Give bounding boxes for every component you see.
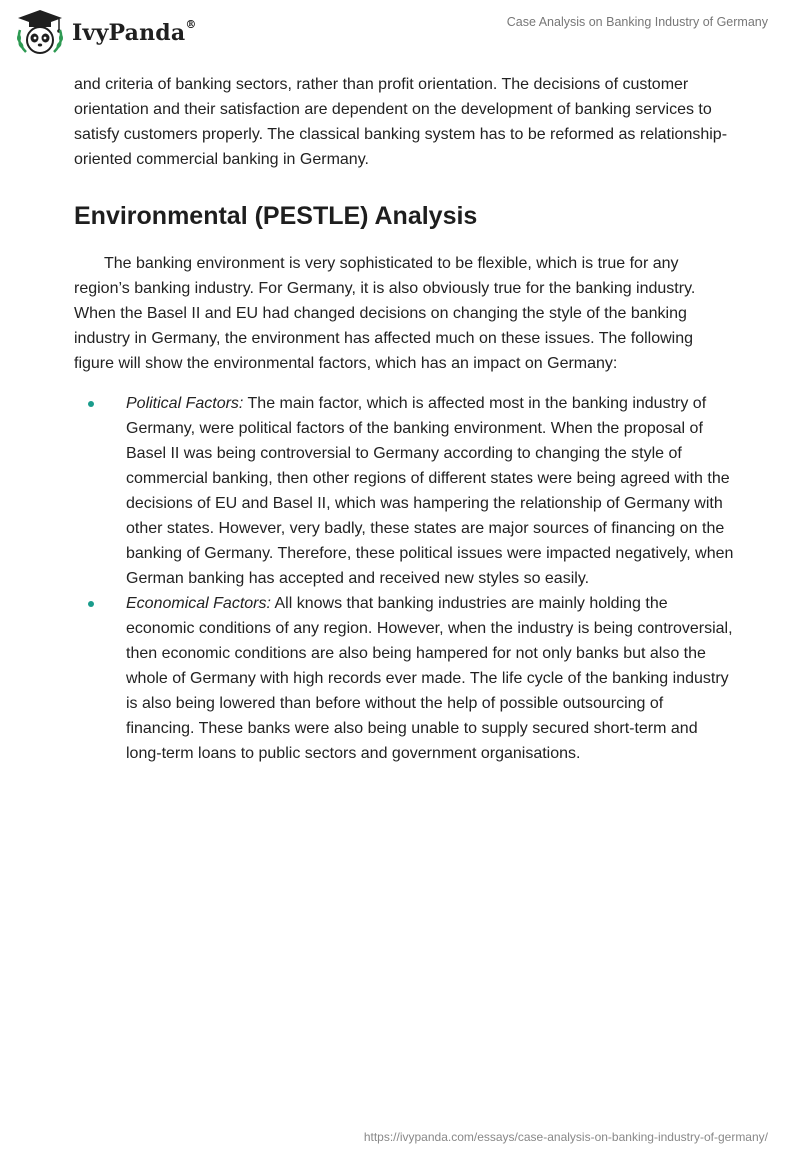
factor-text: All knows that banking industries are mainly holding the economic conditions of any region. However, when the industry is being controversial, then economic conditions are also being hampered for not only banks but also the whole of Germany with high records ever made. The life cycle of the banking industry is also being lowered than before without the help of possible outsourcing of financing. These banks were also being unable to supply secured short-term and long-term loans to public sectors and government organisations.	[126, 595, 733, 762]
article-body	[74, 72, 734, 766]
bullet-icon	[88, 601, 94, 607]
factor-text: The main factor, which is affected most in the banking industry of Germany, were political factors of the banking environment. When the proposal of Basel II was being controversial to Germany according to changing the style of commercial banking, then other regions of different states were being agreed with the decisions of EU and Basel II, which was hampering the relationship of Germany with other states. However, very badly, these states are major sources of financing on the banking of Germany. Therefore, these political issues were impacted negatively, when German banking has accepted and received new styles so easily.	[126, 395, 734, 587]
factor-name: Economical Factors:	[126, 595, 271, 612]
bullet-icon	[88, 401, 94, 407]
list-item-economical-factors	[74, 591, 734, 766]
footer-url[interactable]: https://ivypanda.com/essays/case-analysis-on-banking-industry-of-germany/	[363, 1130, 768, 1144]
page-header	[0, 0, 800, 62]
intro-paragraph: and criteria of banking sectors, rather than profit orientation. The decisions of customer orientation and their satisfaction are dependent on the development of banking services to satisfy customers properly. The classical banking system has to be reformed as relationship-oriented commercial banking in Germany.	[74, 76, 728, 168]
section-paragraph: The banking environment is very sophisticated to be flexible, which is true for any region’s banking industry. For Germany, it is also obviously true for the banking industry. When the Basel II and EU had changed decisions on changing the style of the banking industry in Germany, the environment has affected much on these issues. The following figure will show the environmental factors, which has an impact on Germany:	[74, 255, 696, 372]
factors-list	[74, 391, 734, 766]
document-title: Case Analysis on Banking Industry of Germany	[506, 15, 768, 29]
list-item-political-factors	[74, 391, 734, 591]
section-heading: Environmental (PESTLE) Analysis	[74, 202, 478, 230]
panda-graduate-icon	[14, 8, 66, 56]
factor-name: Political Factors:	[126, 395, 244, 412]
brand-logo[interactable]	[14, 8, 197, 56]
brand-name: IvyPanda®	[72, 18, 197, 46]
